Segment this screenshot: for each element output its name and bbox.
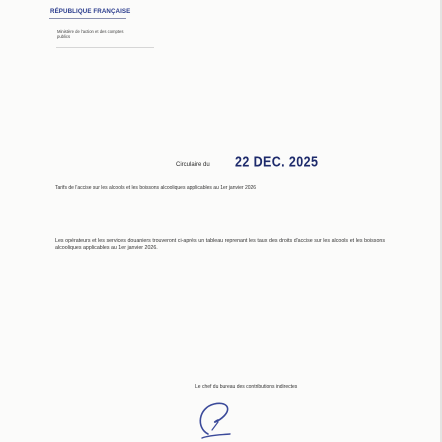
ministere-label: Ministère de l'action et des comptes publics	[57, 29, 124, 40]
circular-date-stamp: 22 DEC. 2025	[235, 153, 319, 171]
circular-subject: Tarifs de l'accise sur les alcools et les boissons alcooliques applicables au 1er janvier 2026	[55, 185, 257, 191]
handwritten-signature	[188, 394, 248, 442]
circular-label: Circulaire du	[176, 162, 210, 168]
circular-body: Les opérateurs et les services douaniers trouveront ci-après un tableau reprenant les taux des droits d'accise sur les alcools et les boissons alcooliques applicables au 1er janvier 2026.	[55, 238, 385, 251]
republique-header: RÉPUBLIQUE FRANÇAISE	[50, 8, 131, 15]
signer-title: Le chef du bureau des contributions indirectes	[195, 384, 298, 390]
header-underline	[49, 18, 126, 19]
header-divider	[56, 47, 154, 48]
